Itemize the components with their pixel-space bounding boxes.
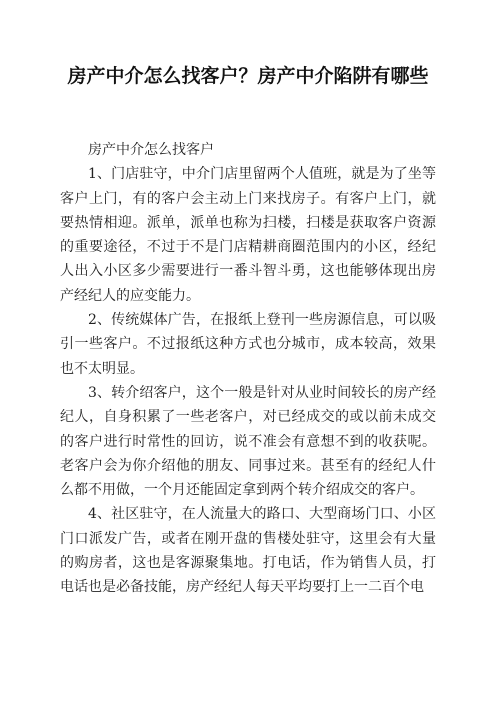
document-title: 房产中介怎么找客户？房产中介陷阱有哪些	[67, 65, 429, 87]
paragraph-2: 2、传统媒体广告，在报纸上登刊一些房源信息，可以吸引一些客户。不过报纸这种方式也分城市，成本较高，效果也不太明显。	[60, 312, 436, 377]
paragraph-1: 1、门店驻守，中介门店里留两个人值班，就是为了坐等客户上门，有的客户会主动上门来找房子。有客户上门，就要热情相迎。派单，派单也称为扫楼，扫楼是获取客户资源的重要途径，不过于不是门店精耕商圈范围内的小区，经纪人出入小区多少需要进行一番斗智斗勇，这也能够体现出房产经纪人的应变能力。	[60, 166, 436, 304]
document-body	[60, 138, 436, 600]
section-heading: 房产中介怎么找客户	[88, 142, 214, 158]
paragraph-4: 4、社区驻守，在人流量大的路口、大型商场门口、小区门口派发广告，或者在刚开盘的售楼处驻守，这里会有大量的购房者，这也是客源聚集地。打电话，作为销售人员，打电话也是必备技能，房产经纪人每天平均要打上一二百个电	[60, 506, 436, 596]
paragraph-3: 3、转介绍客户，这个一般是针对从业时间较长的房产经纪人，自身积累了一些老客户，对已经成交的或以前未成交的客户进行时常性的回访，说不准会有意想不到的收获呢。老客户会为你介绍他的朋友、同事过来。甚至有的经纪人什么都不用做，一个月还能固定拿到两个转介绍成交的客户。	[60, 384, 436, 499]
